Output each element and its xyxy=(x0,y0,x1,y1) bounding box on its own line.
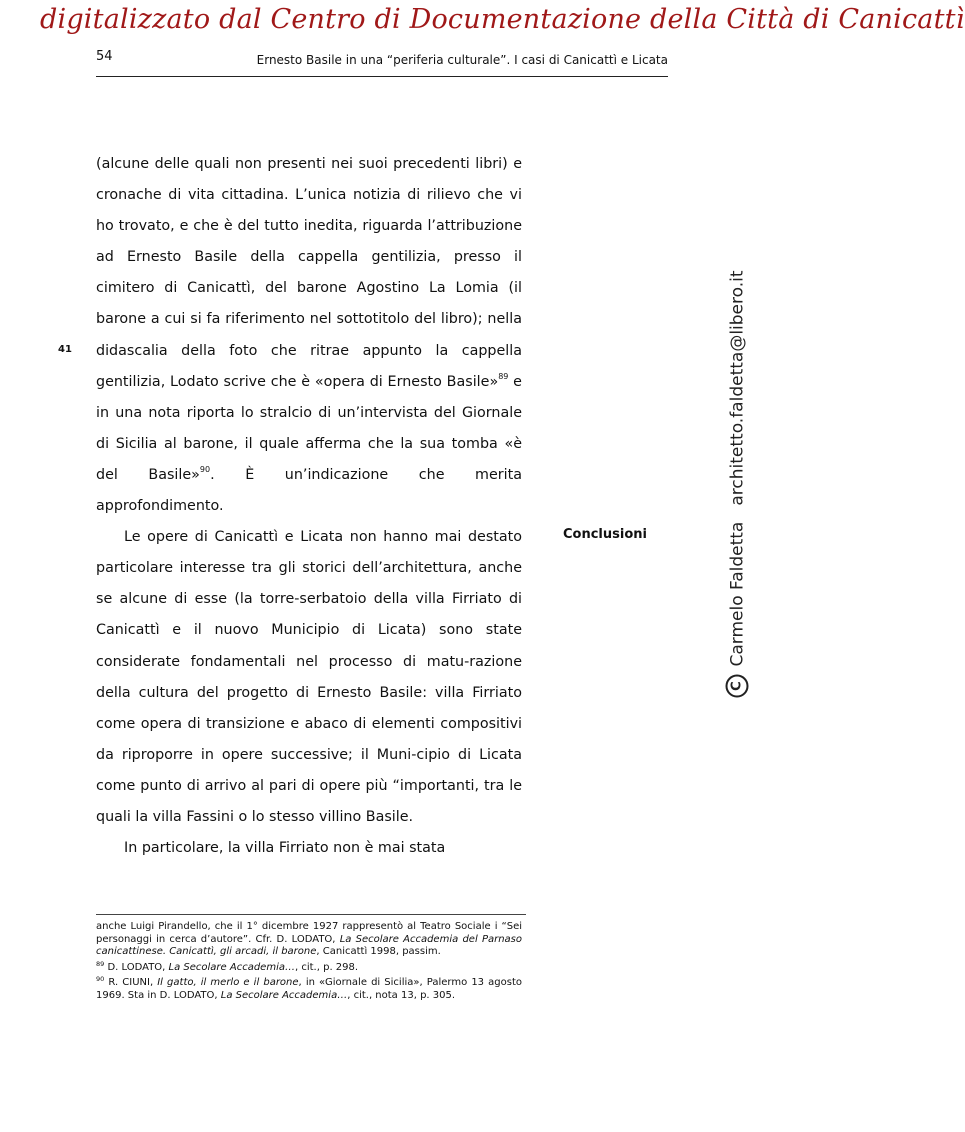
footnote-90 xyxy=(96,977,522,1002)
footnote-continuation xyxy=(96,921,522,959)
paragraph-1-text-b: e in una nota riporta lo stralcio di un’intervista del Giornale di Sicilia al barone, il quale afferma che la sua tomba «è del Basile» xyxy=(96,373,522,483)
paragraph-1-text-c: . È un’indicazione che merita approfondimento. xyxy=(96,466,522,515)
footnote-90-mid: , in «Giornale di Sicilia», Palermo 13 agosto 1969. Sta in D. LODATO, xyxy=(96,977,522,1001)
running-title: Ernesto Basile in una “periferia culturale”. I casi di Canicattì e Licata xyxy=(256,53,668,67)
watermark-email: architetto.faldetta@libero.it xyxy=(727,270,747,506)
digitization-banner: digitalizzato dal Centro di Documentazione della Città di Canicattì xyxy=(40,4,965,35)
side-heading-conclusioni: Conclusioni xyxy=(563,527,647,542)
margin-page-marker: 41 xyxy=(58,344,72,355)
footnote-ref-90[interactable]: 90 xyxy=(199,464,211,474)
watermark-author: Carmelo Faldetta xyxy=(727,521,747,667)
footnote-cont-tail: , Canicattì 1998, passim. xyxy=(316,946,441,958)
footnote-divider xyxy=(96,914,526,915)
page-number: 54 xyxy=(96,49,113,64)
footnote-90-title-2: La Secolare Accademia… xyxy=(220,989,348,1001)
paragraph-3: In particolare, la villa Firriato non è mai stata xyxy=(124,840,446,857)
footnote-90-tail: , cit., nota 13, p. 305. xyxy=(347,989,456,1001)
footnotes xyxy=(96,921,522,1006)
paragraph-1-text-a: (alcune delle quali non presenti nei suoi precedenti libri) e cronache di vita cittadina. L’unica notizia di rilievo che vi ho trovato, e che è del tutto inedita, riguarda l’attribuzione ad Ernesto Basile della cappella gentilizia, presso il cimitero di Canicattì, del barone Agostino La Lomia (il barone a cui si fa riferimento nel sottotitolo del libro); nella didascalia della foto che ritrae appunto la cappella gentilizia, Lodato scrive che è «opera di Ernesto Basile» xyxy=(96,156,522,390)
header-divider xyxy=(96,76,668,77)
copyright-watermark xyxy=(726,270,749,697)
footnote-ref-89[interactable]: 89 xyxy=(498,371,509,381)
footnote-cont-title: La Secolare Accademia del Parnaso canicattinese. Canicattì, gli arcadi, il barone xyxy=(96,933,523,958)
footnote-89 xyxy=(96,959,522,975)
footnote-89-number: 89 xyxy=(96,959,105,968)
footnote-90-number: 90 xyxy=(96,975,105,984)
copyright-icon: C xyxy=(726,675,749,698)
footnote-89-tail: , cit., p. 298. xyxy=(295,961,359,973)
footnote-89-text: D. LODATO, xyxy=(104,961,169,973)
footnote-90-title: Il gatto, il merlo e il barone xyxy=(157,977,299,989)
paragraph-1 xyxy=(96,149,522,522)
footnote-90-text: R. CIUNI, xyxy=(104,977,158,989)
paragraph-2: Le opere di Canicattì e Licata non hanno mai destato particolare interesse tra gli storici dell’architettura, anche se alcune di esse (la torre-serbatoio della villa Firriato di Canicattì e il nuovo Municipio di Licata) sono state considerate fondamentali nel processo di matu-razione della cultura del progetto di Ernesto Basile: villa Firriato come opera di transizione e abaco di elementi compositivi da riproporre in opere successive; il Muni-cipio di Licata come punto di arrivo al pari di opere più “importanti, tra le quali la villa Fassini o lo stesso villino Basile. xyxy=(96,529,522,825)
footnote-cont-text: anche Luigi Pirandello, che il 1° dicembre 1927 rappresentò al Teatro Sociale i “Sei personaggi in cerca d’autore”. Cfr. D. LODATO, xyxy=(96,921,522,945)
footnote-89-title: La Secolare Accademia… xyxy=(168,961,295,973)
body-text xyxy=(96,149,522,864)
